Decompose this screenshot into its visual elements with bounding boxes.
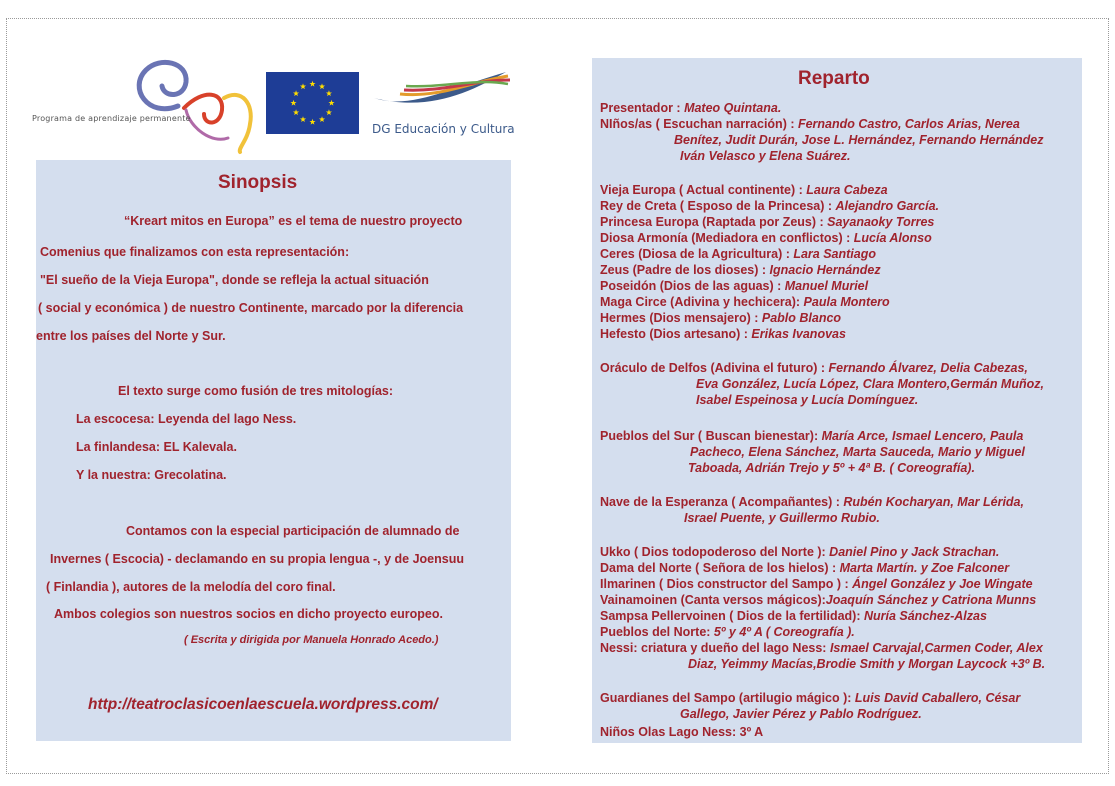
cast-role: Ceres (Diosa de la Agricultura) :	[600, 247, 794, 261]
cast-actors: Paula Montero	[803, 295, 890, 309]
cast-role: Niños Olas Lago Ness: 3º A	[600, 725, 764, 739]
sinopsis-line: ( Finlandia ), autores de la melodía del coro final.	[46, 580, 336, 594]
cast-actors: Fernando Castro, Carlos Arias, Nerea	[797, 117, 1020, 131]
cast-actors: Diaz, Yeimmy Macías,Brodie Smith y Morgan Laycock +3º B.	[688, 657, 1046, 671]
cast-actors: Luis David Caballero, César	[854, 691, 1021, 705]
cast-actors: Gallego, Javier Pérez y Pablo Rodríguez.	[680, 707, 922, 721]
programa-logo-text: Programa de aprendizaje permanente	[32, 114, 191, 123]
cast-actors: Ismael Carvajal,Carmen Coder, Alex	[829, 641, 1043, 655]
cast-actors: Alejandro García.	[835, 199, 940, 213]
cast-entry	[696, 392, 918, 408]
cast-entry	[600, 198, 939, 214]
cast-role: Dama del Norte ( Señora de los hielos) :	[600, 561, 840, 575]
sinopsis-panel	[36, 160, 511, 741]
cast-entry	[600, 262, 881, 278]
cast-role: Ukko ( Dios todopoderoso del Norte ):	[600, 545, 830, 559]
cast-entry	[690, 444, 1025, 460]
cast-entry	[696, 376, 1044, 392]
cast-entry	[600, 624, 855, 640]
cast-role: Guardianes del Sampo (artilugio mágico ):	[600, 691, 855, 705]
cast-role: Pueblos del Sur ( Buscan bienestar):	[600, 429, 822, 443]
cast-entry	[600, 560, 1009, 576]
cast-entry	[688, 460, 975, 476]
cast-actors: Lara Santiago	[793, 247, 877, 261]
cast-role: Poseidón (Dios de las aguas) :	[600, 279, 785, 293]
cast-entry	[600, 428, 1023, 444]
cast-entry	[600, 494, 1024, 510]
cast-entry	[600, 182, 888, 198]
cast-actors: Fernando Álvarez, Delia Cabezas,	[828, 361, 1028, 375]
cast-entry	[600, 294, 890, 310]
cast-actors: Lucía Alonso	[853, 231, 932, 245]
cast-role: Vieja Europa ( Actual continente) :	[600, 183, 807, 197]
cast-role: Vainamoinen (Canta versos mágicos):	[600, 593, 826, 607]
cast-actors: 5º y 4º A ( Coreografía ).	[713, 625, 855, 639]
cast-actors: Sayanaoky Torres	[827, 215, 935, 229]
cast-entry	[600, 326, 846, 342]
cast-entry	[600, 690, 1020, 706]
cast-entry	[600, 544, 999, 560]
cast-entry	[600, 246, 876, 262]
programa-aprendizaje-logo	[28, 48, 260, 156]
cast-entry	[680, 148, 850, 164]
cast-role: Presentador :	[600, 101, 685, 115]
cast-entry	[600, 608, 987, 624]
cast-entry	[600, 360, 1028, 376]
sinopsis-line: ( social y económica ) de nuestro Continente, marcado por la diferencia	[38, 301, 464, 315]
cast-actors: Isabel Espeinosa y Lucía Domínguez.	[696, 393, 919, 407]
reparto-title: Reparto	[798, 68, 870, 89]
sinopsis-line: Ambos colegios son nuestros socios en dicho proyecto europeo.	[54, 607, 443, 621]
cast-entry	[680, 706, 922, 722]
cast-actors: Mateo Quintana.	[684, 101, 782, 115]
cast-entry	[600, 576, 1033, 592]
sinopsis-title: Sinopsis	[218, 172, 298, 193]
cast-role: NIños/as ( Escuchan narración) :	[600, 117, 798, 131]
cast-actors: Taboada, Adrián Trejo y 5º + 4ª B. ( Coreografía).	[688, 461, 975, 475]
cast-entry	[600, 592, 1036, 608]
cast-actors: Pablo Blanco	[761, 311, 842, 325]
cast-entry	[684, 510, 880, 526]
cast-role: Nessi: criatura y dueño del lago Ness:	[600, 641, 830, 655]
sinopsis-line: La escocesa: Leyenda del lago Ness.	[76, 412, 297, 426]
cast-entry	[600, 278, 868, 294]
cast-actors: Israel Puente, y Guillermo Rubio.	[684, 511, 880, 525]
sinopsis-line: “Kreart mitos en Europa” es el tema de nuestro proyecto	[124, 214, 463, 228]
cast-role: Diosa Armonía (Mediadora en conflictos) :	[600, 231, 854, 245]
cast-actors: Manuel Muriel	[784, 279, 869, 293]
cast-entry	[600, 230, 932, 246]
cast-entry	[688, 656, 1045, 672]
cast-role: Pueblos del Norte:	[600, 625, 714, 639]
cast-entry	[674, 132, 1044, 148]
cast-actors: Ángel González y Joe Wingate	[852, 577, 1033, 591]
cast-role: Nave de la Esperanza ( Acompañantes) :	[600, 495, 844, 509]
sinopsis-line: entre los países del Norte y Sur.	[36, 329, 226, 343]
sinopsis-line: El texto surge como fusión de tres mitologías:	[118, 384, 394, 398]
cast-actors: Pacheco, Elena Sánchez, Marta Sauceda, Mario y Miguel	[690, 445, 1025, 459]
cast-actors: Joaquín Sánchez y Catriona Munns	[825, 593, 1037, 607]
sinopsis-line: Invernes ( Escocia) - declamando en su propia lengua -, y de Joensuu	[50, 552, 464, 566]
swirl-logo-icon	[28, 48, 260, 156]
cast-role: Princesa Europa (Raptada por Zeus) :	[600, 215, 828, 229]
cast-entry	[600, 116, 1020, 132]
cast-actors: Laura Cabeza	[806, 183, 888, 197]
website-link[interactable]: http://teatroclasicoenlaescuela.wordpress.com/	[88, 696, 438, 713]
cast-actors: Daniel Pino y Jack Strachan.	[829, 545, 1000, 559]
cast-actors: María Arce, Ismael Lencero, Paula	[821, 429, 1024, 443]
cast-entry	[600, 310, 841, 326]
dg-educacion-logo	[370, 68, 515, 142]
dg-swoosh-icon	[370, 68, 512, 124]
cast-actors: Benítez, Judit Durán, Jose L. Hernández, Fernando Hernández	[674, 133, 1044, 147]
cast-actors: Marta Martín. y Zoe Falconer	[839, 561, 1010, 575]
cast-role: Oráculo de Delfos (Adivina el futuro) :	[600, 361, 829, 375]
cast-role: Maga Circe (Adivina y hechicera):	[600, 295, 804, 309]
sinopsis-line: La finlandesa: EL Kalevala.	[76, 440, 237, 454]
cast-role: Hefesto (Dios artesano) :	[600, 327, 752, 341]
cast-actors: Erikas Ivanovas	[751, 327, 846, 341]
cast-role: Zeus (Padre de los dioses) :	[600, 263, 770, 277]
cast-actors: Nuría Sánchez-Alzas	[863, 609, 987, 623]
cast-entry	[600, 214, 934, 230]
author-credit: ( Escrita y dirigida por Manuela Honrado Acedo.)	[184, 634, 439, 646]
cast-actors: Rubén Kocharyan, Mar Lérida,	[843, 495, 1024, 509]
cast-entry	[600, 100, 781, 116]
eu-flag-icon	[266, 72, 359, 134]
cast-actors: Ignacio Hernández	[769, 263, 881, 277]
sinopsis-line: Y la nuestra: Grecolatina.	[76, 468, 227, 482]
cast-role: Rey de Creta ( Esposo de la Princesa) :	[600, 199, 836, 213]
cast-role: Ilmarinen ( Dios constructor del Sampo ) :	[600, 577, 853, 591]
cast-actors: Eva González, Lucía López, Clara Montero,Germán Muñoz,	[696, 377, 1044, 391]
reparto-panel	[592, 58, 1082, 743]
sinopsis-line: Contamos con la especial participación de alumnado de	[126, 524, 460, 538]
cast-role: Hermes (Dios mensajero) :	[600, 311, 762, 325]
dg-logo-text: DG Educación y Cultura	[372, 122, 515, 136]
sinopsis-line: "El sueño de la Vieja Europa", donde se refleja la actual situación	[40, 273, 429, 287]
cast-role: Sampsa Pellervoinen ( Dios de la fertilidad):	[600, 609, 864, 623]
cast-entry	[600, 724, 763, 740]
cast-actors: Iván Velasco y Elena Suárez.	[680, 149, 851, 163]
cast-entry	[600, 640, 1043, 656]
sinopsis-line: Comenius que finalizamos con esta representación:	[40, 245, 350, 259]
